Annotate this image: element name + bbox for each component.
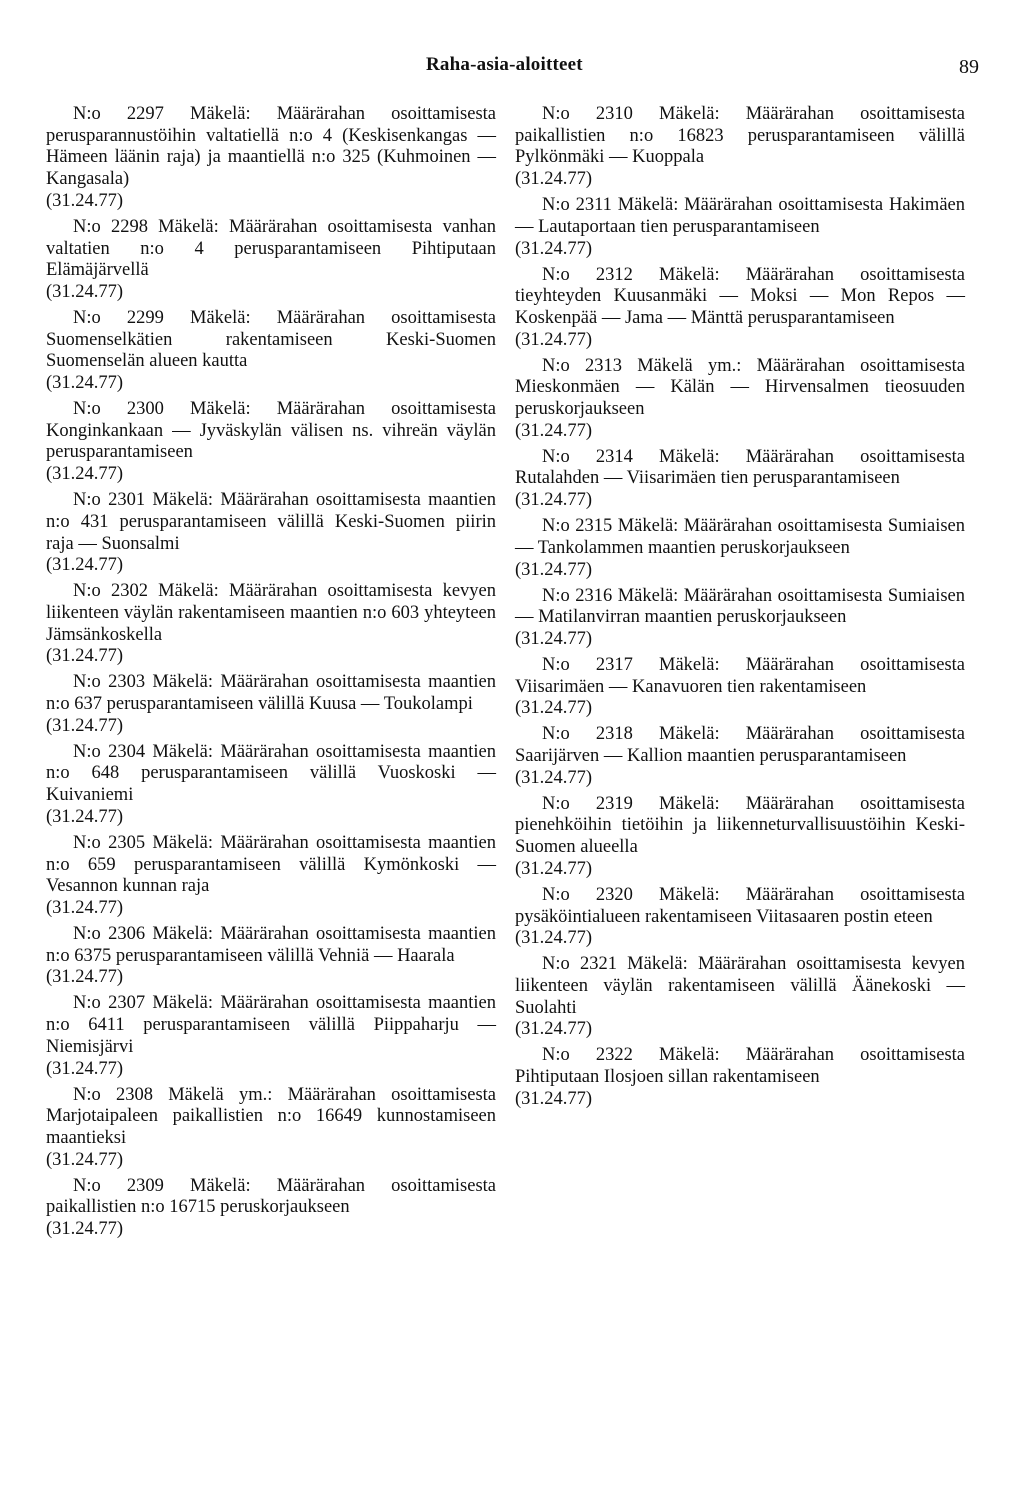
entry-text: N:o 2305 Mäkelä: Määrärahan osoittamisesta maantien n:o 659 perusparantamiseen välillä Kymönkoski — Vesannon kunnan raja bbox=[46, 832, 496, 897]
entry-date: (31.24.77) bbox=[515, 169, 593, 190]
entry-text: N:o 2309 Mäkelä: Määrärahan osoittamisesta paikallistien n:o 16715 peruskorjaukseen bbox=[46, 1175, 496, 1218]
entry-text: N:o 2301 Mäkelä: Määrärahan osoittamisesta maantien n:o 431 perusparantamiseen välillä Keski-Suomen piirin raja — Suonsalmi bbox=[46, 490, 496, 554]
initiative-entry bbox=[46, 833, 496, 920]
entry-text: N:o 2307 Mäkelä: Määrärahan osoittamisesta maantien n:o 6411 perusparantamiseen välillä Piippaharju — Niemisjärvi bbox=[46, 993, 496, 1057]
initiative-entry bbox=[46, 924, 496, 989]
initiative-entry bbox=[46, 1176, 496, 1241]
entry-text: N:o 2319 Mäkelä: Määrärahan osoittamisesta pienehköihin tietöihin ja liikenneturvallisuustöihin Keski-Suomen alueella bbox=[515, 793, 965, 858]
initiative-entry bbox=[46, 217, 496, 304]
entry-text: N:o 2320 Mäkelä: Määrärahan osoittamisesta pysäköintialueen rakentamiseen Viitasaaren postin eteen bbox=[515, 884, 965, 927]
entry-text: N:o 2315 Mäkelä: Määrärahan osoittamisesta Sumiaisen — Tankolammen maantien peruskorjaukseen bbox=[515, 516, 965, 558]
page-number: 89 bbox=[959, 56, 979, 78]
entry-text: N:o 2302 Mäkelä: Määrärahan osoittamisesta kevyen liikenteen väylän rakentamiseen maantien n:o 603 yhteyteen Jämsänkoskella bbox=[46, 581, 496, 645]
initiative-entry bbox=[515, 885, 965, 950]
initiative-entry bbox=[515, 724, 965, 789]
entry-date: (31.24.77) bbox=[515, 767, 593, 788]
initiative-entry bbox=[515, 954, 965, 1041]
entry-text: N:o 2317 Mäkelä: Määrärahan osoittamisesta Viisarimäen — Kanavuoren tien rakentamiseen bbox=[515, 654, 965, 697]
entry-text: N:o 2300 Mäkelä: Määrärahan osoittamisesta Konginkankaan — Jyväskylän välisen ns. vihreän väylän perusparantamiseen bbox=[46, 399, 496, 463]
entry-date: (31.24.77) bbox=[46, 897, 124, 918]
entry-text: N:o 2321 Mäkelä: Määrärahan osoittamisesta kevyen liikenteen väylän rakentamiseen välillä Äänekoski — Suolahti bbox=[515, 954, 965, 1018]
left-column bbox=[46, 104, 496, 1245]
entry-date: (31.24.77) bbox=[46, 967, 124, 988]
entry-date: (31.24.77) bbox=[515, 698, 593, 719]
entry-date: (31.24.77) bbox=[515, 329, 593, 350]
entry-date: (31.24.77) bbox=[46, 715, 124, 736]
initiative-entry bbox=[515, 794, 965, 881]
entry-text: N:o 2318 Mäkelä: Määrärahan osoittamisesta Saarijärven — Kallion maantien perusparantamiseen bbox=[515, 724, 965, 767]
entry-date: (31.24.77) bbox=[46, 1149, 124, 1170]
initiative-entry bbox=[46, 104, 496, 213]
initiative-entry bbox=[46, 993, 496, 1080]
entry-date: (31.24.77) bbox=[46, 464, 124, 485]
entry-text: N:o 2322 Mäkelä: Määrärahan osoittamisesta Pihtiputaan Ilosjoen sillan rakentamiseen bbox=[515, 1045, 965, 1088]
entry-date: (31.24.77) bbox=[46, 373, 124, 394]
running-header-title: Raha-asia-aloitteet bbox=[426, 54, 583, 75]
right-column bbox=[515, 104, 965, 1115]
entry-text: N:o 2306 Mäkelä: Määrärahan osoittamisesta maantien n:o 6375 perusparantamiseen välillä Vehniä — Haarala bbox=[46, 923, 496, 966]
initiative-entry bbox=[46, 672, 496, 737]
entry-date: (31.24.77) bbox=[46, 555, 124, 576]
entry-date: (31.24.77) bbox=[515, 420, 593, 441]
initiative-entry bbox=[515, 356, 965, 443]
entry-text: N:o 2304 Mäkelä: Määrärahan osoittamisesta maantien n:o 648 perusparantamiseen välillä Vuoskoski — Kuivaniemi bbox=[46, 741, 496, 806]
initiative-entry bbox=[515, 1045, 965, 1110]
entry-text: N:o 2310 Mäkelä: Määrärahan osoittamisesta paikallistien n:o 16823 perusparantamiseen välillä Pylkönmäki — Kuoppala bbox=[515, 104, 965, 168]
entry-text: N:o 2299 Mäkelä: Määrärahan osoittamisesta Suomenselkätien rakentamiseen Keski-Suomen Suomenselän alueen kautta bbox=[46, 307, 496, 372]
initiative-entry bbox=[515, 265, 965, 352]
entry-date: (31.24.77) bbox=[46, 806, 124, 827]
entry-date: (31.24.77) bbox=[515, 559, 593, 580]
entry-text: N:o 2312 Mäkelä: Määrärahan osoittamisesta tieyhteyden Kuusanmäki — Moksi — Mon Repos — Koskenpää — Jama — Mänttä perusparantamiseen bbox=[515, 264, 965, 328]
entry-date: (31.24.77) bbox=[515, 1088, 593, 1109]
initiative-entry bbox=[46, 742, 496, 829]
entry-text: N:o 2316 Mäkelä: Määrärahan osoittamisesta Sumiaisen — Matilanvirran maantien peruskorjaukseen bbox=[515, 585, 965, 628]
entry-date: (31.24.77) bbox=[46, 1058, 124, 1079]
entry-date: (31.24.77) bbox=[515, 238, 593, 259]
entry-date: (31.24.77) bbox=[46, 190, 124, 211]
entry-date: (31.24.77) bbox=[515, 628, 593, 649]
initiative-entry bbox=[46, 490, 496, 577]
entry-date: (31.24.77) bbox=[515, 1019, 593, 1040]
entry-text: N:o 2308 Mäkelä ym.: Määrärahan osoittamisesta Marjotaipaleen paikallistien n:o 16649 kunnostamiseen maantieksi bbox=[46, 1084, 496, 1148]
entry-text: N:o 2313 Mäkelä ym.: Määrärahan osoittamisesta Mieskonmäen — Kälän — Hirvensalmen tieosuuden peruskorjaukseen bbox=[515, 355, 965, 420]
initiative-entry bbox=[46, 1085, 496, 1172]
initiative-entry bbox=[46, 581, 496, 668]
initiative-entry bbox=[515, 104, 965, 191]
initiative-entry bbox=[46, 399, 496, 486]
entry-date: (31.24.77) bbox=[46, 1219, 124, 1240]
entry-date: (31.24.77) bbox=[515, 858, 593, 879]
entry-text: N:o 2297 Mäkelä: Määrärahan osoittamisesta perusparannustöihin valtatiellä n:o 4 (Keskisenkangas — Hämeen läänin raja) ja maantiellä n:o 325 (Kuhmoinen — Kangasala) bbox=[46, 104, 496, 190]
entry-date: (31.24.77) bbox=[46, 281, 124, 302]
initiative-entry bbox=[515, 586, 965, 651]
initiative-entry bbox=[515, 655, 965, 720]
entry-date: (31.24.77) bbox=[515, 928, 593, 949]
initiative-entry bbox=[46, 308, 496, 395]
entry-text: N:o 2303 Mäkelä: Määrärahan osoittamisesta maantien n:o 637 perusparantamiseen välillä Kuusa — Toukolampi bbox=[46, 672, 496, 715]
initiative-entry bbox=[515, 195, 965, 260]
entry-date: (31.24.77) bbox=[46, 646, 124, 667]
initiative-entry bbox=[515, 516, 965, 581]
entry-date: (31.24.77) bbox=[515, 490, 593, 511]
initiative-entry bbox=[515, 447, 965, 512]
entry-text: N:o 2298 Mäkelä: Määrärahan osoittamisesta vanhan valtatien n:o 4 perusparantamiseen Pihtiputaan Elämäjärvellä bbox=[46, 216, 496, 281]
entry-text: N:o 2311 Mäkelä: Määrärahan osoittamisesta Hakimäen — Lautaportaan tien perusparantamiseen bbox=[515, 195, 965, 237]
entry-text: N:o 2314 Mäkelä: Määrärahan osoittamisesta Rutalahden — Viisarimäen tien perusparantamiseen bbox=[515, 446, 965, 489]
